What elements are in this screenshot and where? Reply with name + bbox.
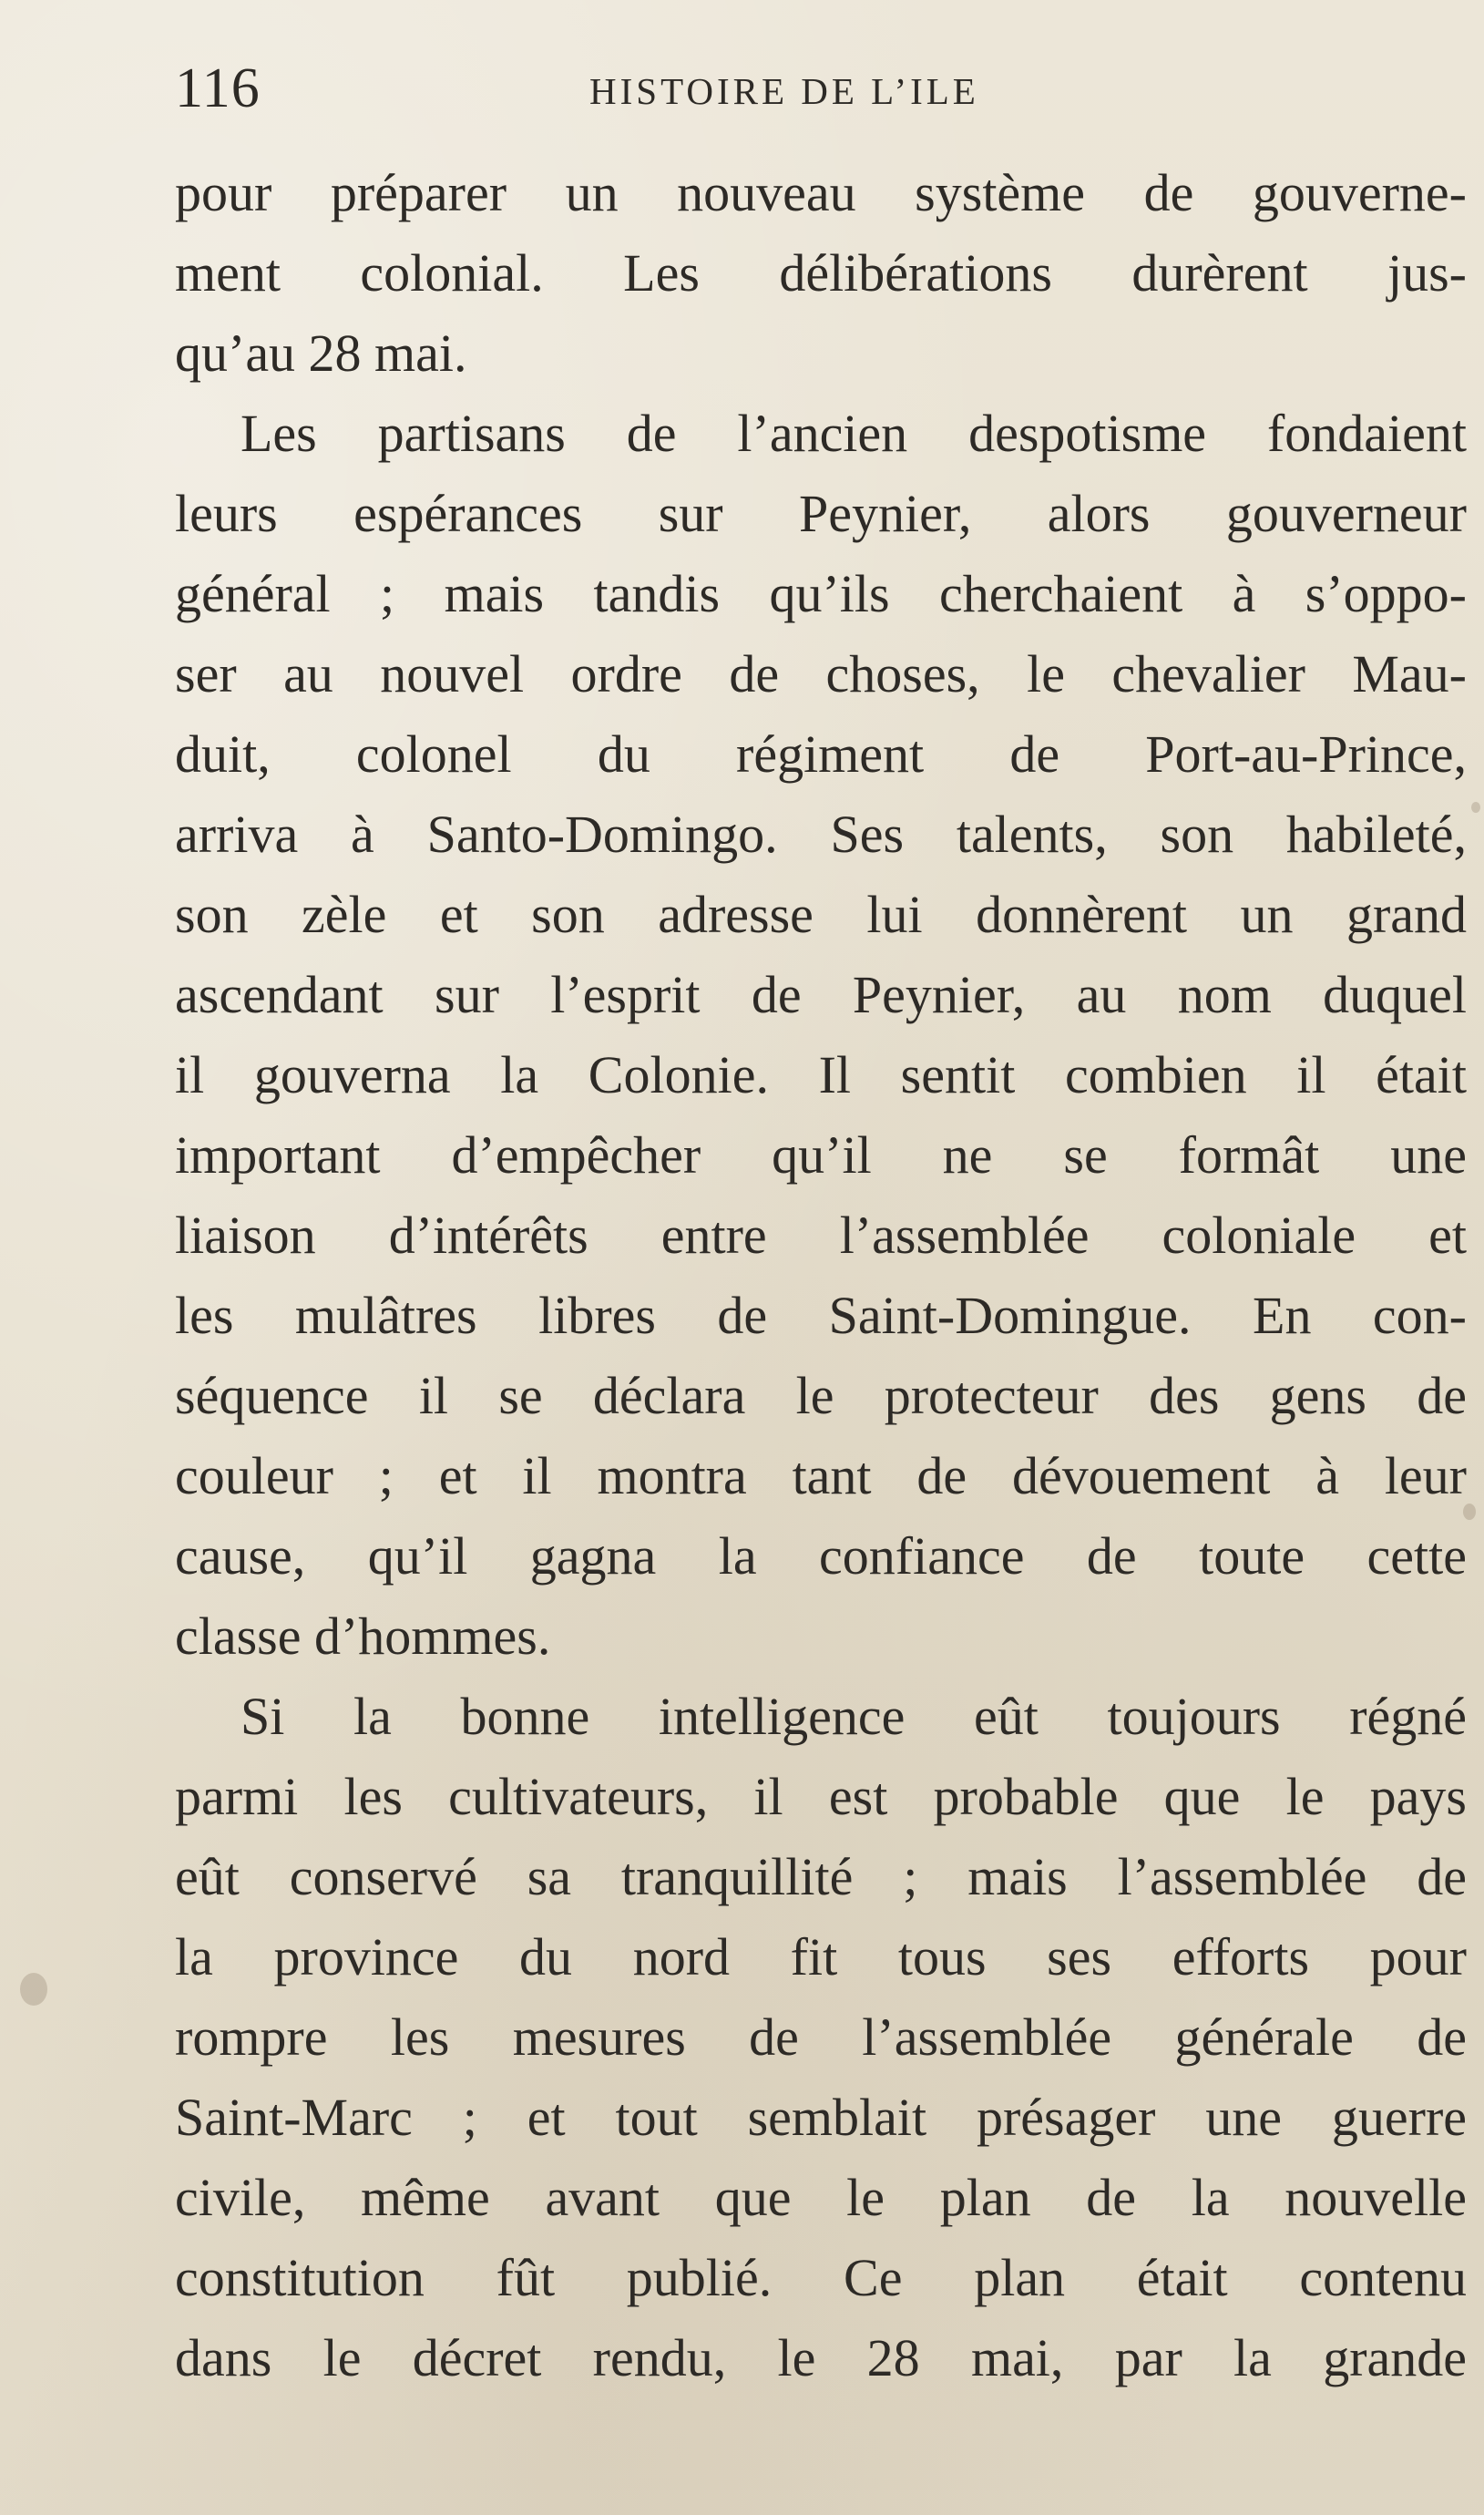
text-line: arriva à Santo-Domingo. Ses talents, son habileté, <box>175 805 1467 864</box>
text-line: dans le décret rendu, le 28 mai, par la grande <box>175 2328 1467 2387</box>
text-line: pour préparer un nouveau système de gouverne- <box>175 163 1467 222</box>
paper-stain <box>20 1973 47 2006</box>
text-line: la province du nord fit tous ses efforts pour <box>175 1927 1467 1986</box>
text-line: Saint-Marc ; et tout semblait présager une guerre <box>175 2088 1467 2147</box>
text-line: civile, même avant que le plan de la nouvelle <box>175 2168 1467 2227</box>
running-head: HISTOIRE DE L’ILE <box>589 70 979 112</box>
text-line: ser au nouvel ordre de choses, le chevalier Mau- <box>175 644 1467 703</box>
text-line: leurs espérances sur Peynier, alors gouverneur <box>175 484 1467 543</box>
page-header <box>175 56 1478 120</box>
text-line: constitution fût publié. Ce plan était contenu <box>175 2248 1467 2307</box>
text-line: rompre les mesures de l’assemblée générale de <box>175 2007 1467 2067</box>
text-line: général ; mais tandis qu’ils cherchaient à s’oppo- <box>175 564 1467 623</box>
page-number: 116 <box>175 57 261 119</box>
text-line: classe d’hommes. <box>175 1607 551 1666</box>
text-line: liaison d’intérêts entre l’assemblée coloniale et <box>175 1206 1467 1265</box>
text-line: Si la bonne intelligence eût toujours régné <box>241 1687 1467 1746</box>
text-line: Les partisans de l’ancien despotisme fondaient <box>241 404 1467 463</box>
text-line: important d’empêcher qu’il ne se formât une <box>175 1125 1467 1185</box>
text-line: ment colonial. Les délibérations durèrent jus- <box>175 243 1467 303</box>
text-line: son zèle et son adresse lui donnèrent un grand <box>175 885 1467 944</box>
text-line: eût conservé sa tranquillité ; mais l’assemblée de <box>175 1847 1467 1906</box>
text-line: séquence il se déclara le protecteur des gens de <box>175 1366 1467 1425</box>
text-line: couleur ; et il montra tant de dévouement à leur <box>175 1446 1467 1505</box>
text-line: qu’au 28 mai. <box>175 323 467 383</box>
text-line: parmi les cultivateurs, il est probable que le pays <box>175 1767 1467 1826</box>
body-text <box>175 153 1467 2398</box>
text-line: duit, colonel du régiment de Port-au-Prince, <box>175 724 1467 784</box>
text-line: les mulâtres libres de Saint-Domingue. En con- <box>175 1286 1467 1345</box>
paper-stain <box>1471 802 1480 813</box>
text-line: il gouverna la Colonie. Il sentit combien il était <box>175 1045 1467 1104</box>
text-line: cause, qu’il gagna la confiance de toute cette <box>175 1526 1467 1586</box>
text-line: ascendant sur l’esprit de Peynier, au nom duquel <box>175 965 1467 1024</box>
